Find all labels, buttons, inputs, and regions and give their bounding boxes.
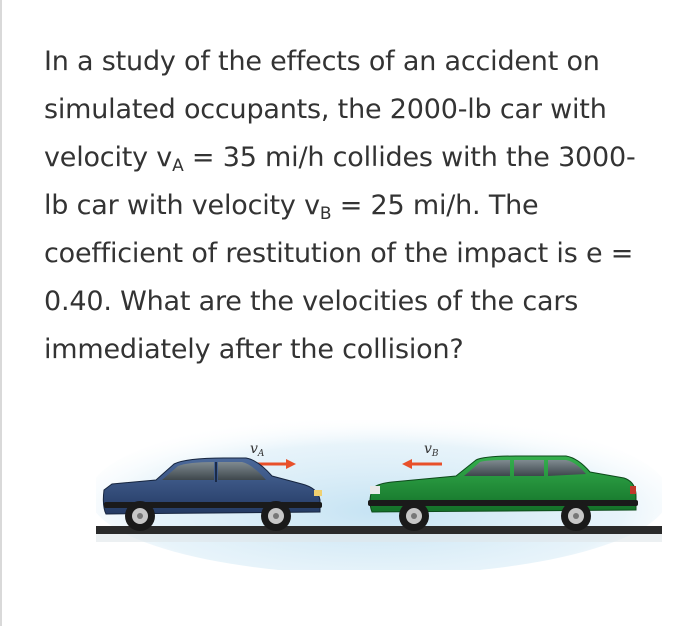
problem-statement <box>44 38 664 374</box>
left-border <box>0 0 2 626</box>
problem-line-1: In a study of the effects of an accident on <box>44 46 600 77</box>
label-vb: $v_B$ <box>424 441 439 459</box>
problem-line-5: coefficient of restitution of the impact is e = <box>44 238 634 269</box>
problem-line-4: lb car with velocity $v_B = 25$ mi/h. The <box>44 190 539 224</box>
collision-figure <box>96 420 662 570</box>
problem-line-3: velocity $v_A = 35$ mi/h collides with the 3000- <box>44 142 636 176</box>
problem-line-2: simulated occupants, the 2000-lb car with <box>44 94 607 125</box>
problem-line-6: 0.40. What are the velocities of the cars <box>44 286 579 317</box>
collision-illustration <box>96 420 662 570</box>
problem-line-7: immediately after the collision? <box>44 334 464 365</box>
label-va: $v_A$ <box>250 441 265 459</box>
